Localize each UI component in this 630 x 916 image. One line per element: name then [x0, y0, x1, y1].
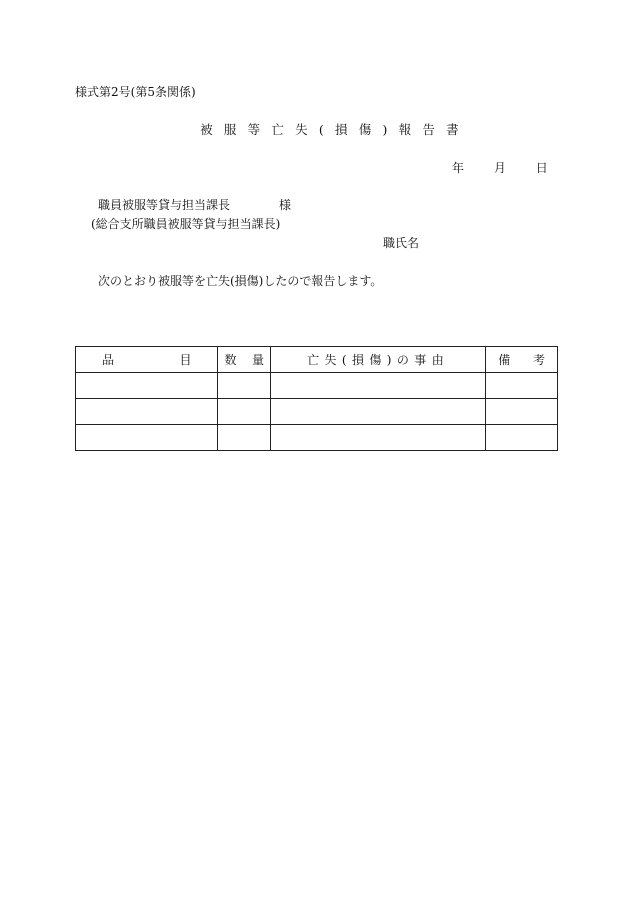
header-remarks-char-2: 考	[532, 353, 545, 367]
cell-reason[interactable]	[271, 425, 486, 451]
header-quantity	[218, 347, 271, 373]
addressee-honorific: 様	[279, 198, 292, 212]
header-remarks	[486, 347, 558, 373]
date-line	[452, 162, 548, 174]
table-row	[76, 425, 558, 451]
header-qty-char-1: 数	[224, 353, 237, 367]
cell-item[interactable]	[76, 373, 218, 399]
header-reason	[271, 347, 486, 373]
date-year-label: 年	[452, 161, 465, 175]
cell-remarks[interactable]	[486, 373, 558, 399]
table-row	[76, 373, 558, 399]
cell-reason[interactable]	[271, 399, 486, 425]
cell-item[interactable]	[76, 425, 218, 451]
header-item-char-1: 品	[102, 353, 115, 367]
cell-remarks[interactable]	[486, 399, 558, 425]
header-item	[76, 347, 218, 373]
addressee-line-1: 職員被服等貸与担当課長	[98, 198, 231, 212]
cell-remarks[interactable]	[486, 425, 558, 451]
cell-quantity[interactable]	[218, 425, 271, 451]
cell-reason[interactable]	[271, 373, 486, 399]
header-remarks-char-1: 備	[498, 353, 511, 367]
cell-item[interactable]	[76, 399, 218, 425]
items-table	[75, 346, 558, 451]
table-header-row	[76, 347, 558, 373]
header-reason-label: 亡失(損傷)の事由	[307, 353, 450, 367]
addressee-line-2: (総合支所職員被服等貸与担当課長)	[91, 217, 281, 231]
cell-quantity[interactable]	[218, 373, 271, 399]
table-row	[76, 399, 558, 425]
header-qty-char-2: 量	[251, 353, 264, 367]
header-item-char-2: 目	[179, 353, 192, 367]
body-text: 次のとおり被服等を亡失(損傷)したので報告します。	[98, 274, 383, 288]
form-number: 様式第2号(第5条関係)	[75, 85, 196, 99]
cell-quantity[interactable]	[218, 399, 271, 425]
date-month-label: 月	[493, 161, 506, 175]
date-day-label: 日	[535, 161, 548, 175]
document-title: 被服等亡失(損傷)報告書	[200, 122, 470, 137]
position-name-label: 職氏名	[383, 236, 420, 250]
